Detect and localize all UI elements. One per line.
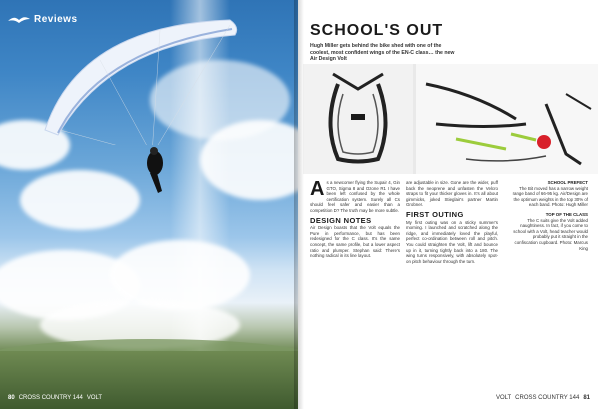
paraglider-wing [40,5,240,145]
page-gutter [294,0,304,409]
pilot-figure [140,145,170,195]
article-column-2 [406,180,498,264]
magazine-name: CROSS COUNTRY 144 [515,395,580,401]
design-notes-text: Air Design boasts that the Volt equals the Pure in performance, but has been redesigned for the C class. It's the same concept, the same profile, but a lower aspect ratio and plumper. Stephan said: There's nothing radical in its line layout. [310,225,400,259]
bird-logo-icon [8,15,30,25]
left-page-photo [0,0,298,409]
section-tag [8,14,78,25]
left-footer [8,395,102,401]
speedbar-photo [416,64,598,174]
magazine-name: CROSS COUNTRY 144 [18,395,83,401]
column2-intro: are adjustable in size. Gone are the wider, puff back the neoprene and unfasten the Velcro straps to fit your thicker gloves in. It's all about gimmicks, joked Stieglair's partner Martin Grobner. [406,180,498,208]
article-title: SCHOOL'S OUT [310,22,444,39]
footer-section: VOLT [86,395,103,401]
caption-head-top-of-class: TOP OF THE CLASS [545,211,588,217]
heading-design-notes: DESIGN NOTES [310,215,372,225]
intro-paragraph: s a newcomer flying the Supair 4, Gin GTO, Sigma 8 and Ozone R1 I have been left confused by the whole certification system. Surely all Cs should feel safer and easier than a competition D? The truth may be more subtle. [310,180,400,213]
drop-cap: A [310,178,325,200]
caption-head-school-prefect: SCHOOL PREFECT [547,180,588,185]
page-number: 81 [583,395,590,401]
article-column-1 [310,180,400,259]
caption-top-of-class: The C suits give the Volt added naughtiness. In fact, if you come to school with a Volt, head teacher would probably put it straight in the confiscation cupboard. Photo: Marcus King [513,217,588,251]
right-footer [496,395,590,401]
page-number: 80 [8,395,15,401]
harness-photo [303,64,413,174]
heading-first-outing: FIRST OUTING [406,209,464,219]
caption-school-prefect: The Bit moved has a narrow weight range band of 66-95 kg. Air/Design are the optimum weights in the top 30% of each band. Photo: Hugh Miller [512,185,588,208]
footer-section: VOLT [495,395,512,401]
photo-captions [510,180,588,255]
first-outing-text: My first outing was on a sticky summer's morning. I launched and scratched along the ridge, and immediately loved the playful, perfect co-ordination between roll and pitch. You could straighten the Volt, lift and bounce up in it, turning tightly back into a 180. The wing turns responsively, with absolutely spot-on pitch behaviour through the turn. [406,219,498,264]
article-standfirst: Hugh Miller gets behind the bike shed with one of the coolest, most confident wings of the EN-C class… the new Air Design Volt [310,43,455,62]
right-page [298,0,602,409]
section-label: Reviews [34,14,78,25]
